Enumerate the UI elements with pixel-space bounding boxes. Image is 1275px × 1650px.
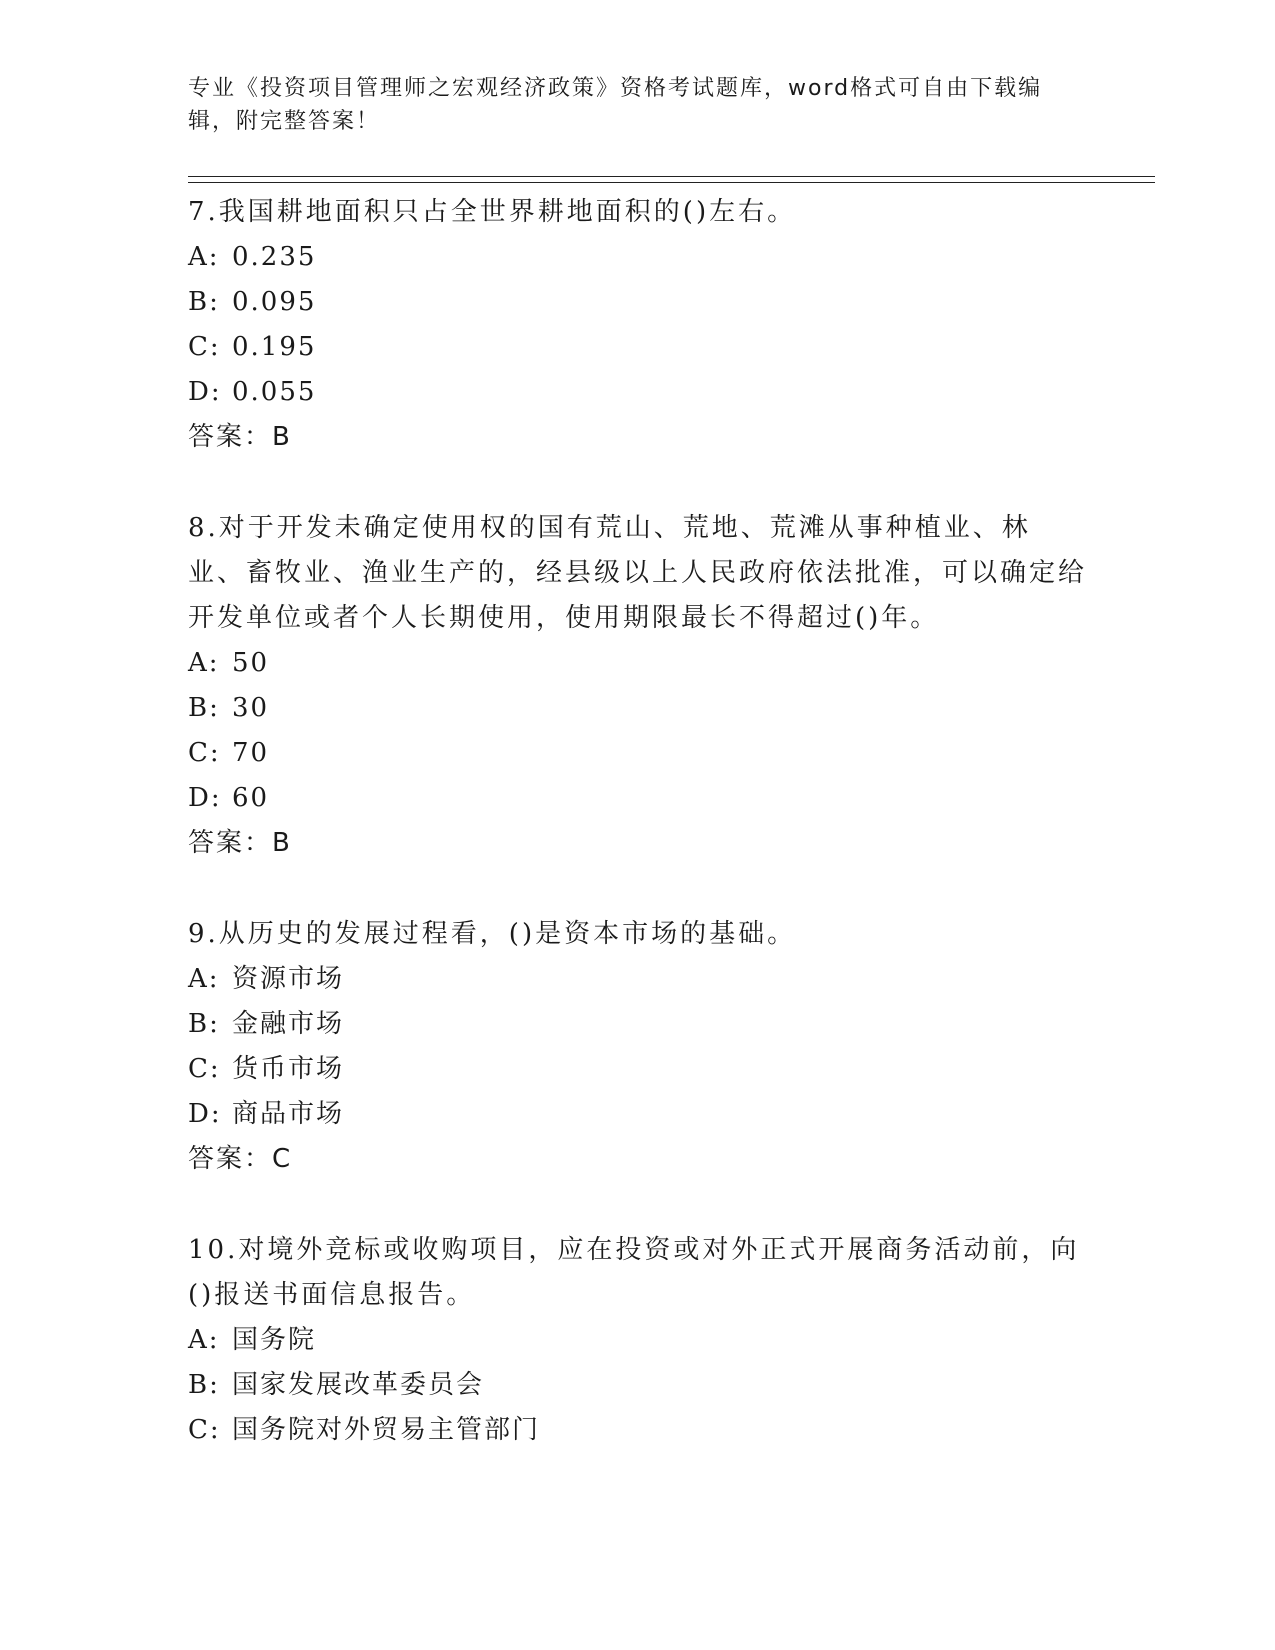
- option-c: [188, 731, 1088, 776]
- option-key: C:: [188, 332, 221, 362]
- header-divider-bottom: [188, 182, 1155, 183]
- option-value: 0.235: [232, 242, 317, 272]
- option-c: [188, 1047, 1088, 1092]
- question-item: [188, 190, 1088, 460]
- option-key: B:: [188, 693, 220, 723]
- option-value: 30: [232, 693, 270, 723]
- option-value: 0.195: [232, 332, 317, 362]
- option-value: 70: [232, 738, 270, 768]
- option-b: [188, 1002, 1088, 1047]
- document-header: 专业《投资项目管理师之宏观经济政策》资格考试题库，word格式可自由下载编辑，附完整答案！: [188, 76, 1043, 134]
- option-a: [188, 235, 1088, 280]
- option-key: B:: [188, 287, 220, 317]
- question-item: [188, 506, 1088, 866]
- option-value: 0.055: [232, 377, 317, 407]
- option-b: [188, 686, 1088, 731]
- option-value: 金融市场: [232, 1009, 345, 1039]
- question-text: 10.对境外竞标或收购项目，应在投资或对外正式开展商务活动前，向()报送书面信息报告。: [188, 1235, 1080, 1310]
- option-key: C:: [188, 738, 221, 768]
- option-value: 货币市场: [232, 1054, 345, 1084]
- option-d: [188, 1092, 1088, 1137]
- answer-text: 答案：B: [188, 422, 292, 452]
- question-text: 7.我国耕地面积只占全世界耕地面积的()左右。: [188, 197, 797, 227]
- option-d: [188, 776, 1088, 821]
- option-key: B:: [188, 1370, 220, 1400]
- option-key: D:: [188, 377, 222, 407]
- option-key: B:: [188, 1009, 220, 1039]
- option-a: [188, 957, 1088, 1002]
- answer-text: 答案：B: [188, 828, 292, 858]
- option-value: 60: [232, 783, 270, 813]
- option-value: 商品市场: [232, 1099, 345, 1129]
- option-value: 国务院: [232, 1325, 317, 1355]
- option-c: [188, 1408, 1088, 1453]
- option-key: A:: [188, 1325, 220, 1355]
- option-key: D:: [188, 1099, 222, 1129]
- option-b: [188, 280, 1088, 325]
- option-value: 国务院对外贸易主管部门: [232, 1415, 541, 1445]
- option-b: [188, 1363, 1088, 1408]
- option-c: [188, 325, 1088, 370]
- question-item: [188, 912, 1088, 1182]
- option-value: 资源市场: [232, 964, 345, 994]
- option-a: [188, 1318, 1088, 1363]
- question-text: 8.对于开发未确定使用权的国有荒山、荒地、荒滩从事种植业、林业、畜牧业、渔业生产的，经县级以上人民政府依法批准，可以确定给开发单位或者个人长期使用，使用期限最长不得超过()年。: [188, 513, 1088, 633]
- option-key: C:: [188, 1415, 221, 1445]
- answer-text: 答案：C: [188, 1144, 293, 1174]
- option-value: 50: [232, 648, 270, 678]
- question-list: [188, 190, 1088, 1499]
- question-text: 9.从历史的发展过程看，()是资本市场的基础。: [188, 919, 797, 949]
- option-a: [188, 641, 1088, 686]
- option-key: A:: [188, 964, 220, 994]
- option-key: C:: [188, 1054, 221, 1084]
- option-value: 0.095: [232, 287, 317, 317]
- option-key: A:: [188, 648, 220, 678]
- option-d: [188, 370, 1088, 415]
- option-key: D:: [188, 783, 222, 813]
- option-value: 国家发展改革委员会: [232, 1370, 485, 1400]
- header-divider-top: [188, 176, 1155, 177]
- option-key: A:: [188, 242, 220, 272]
- question-item: [188, 1228, 1088, 1453]
